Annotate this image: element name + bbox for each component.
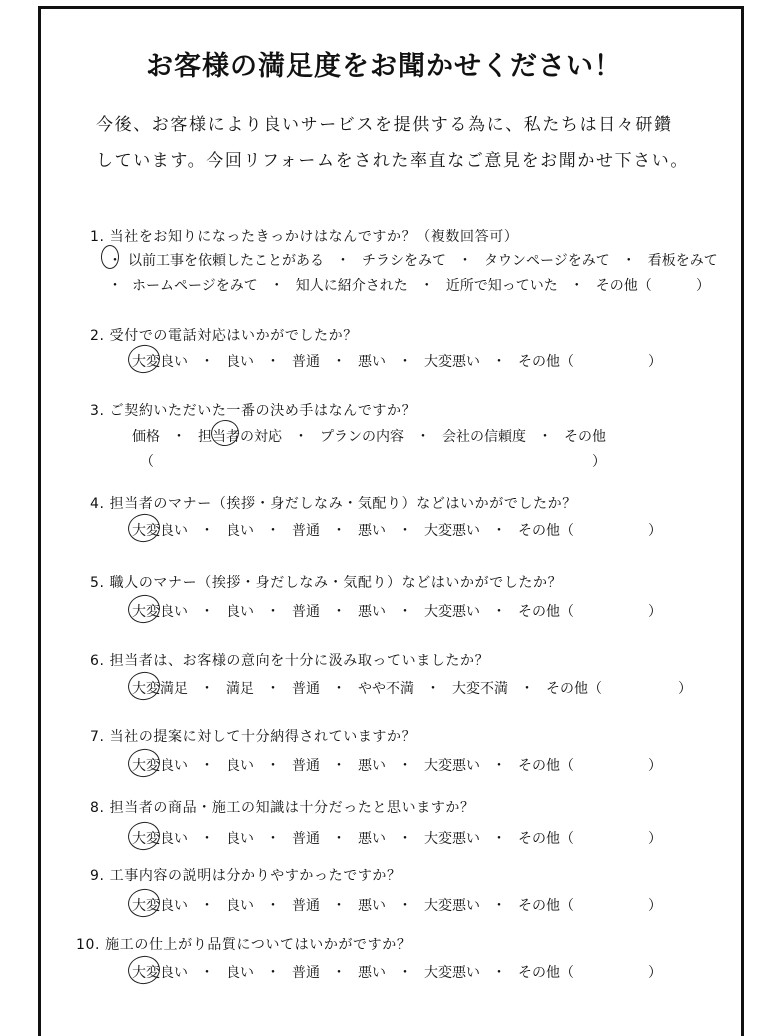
option-very-bad[interactable]: 大変悪い [424,758,480,774]
question-number: 7. [90,729,105,745]
question-text: 担当者の商品・施工の知識は十分だったと思いますか？ [109,800,475,816]
option-very-good[interactable]: 大変良い [132,520,188,540]
option-other[interactable]: その他（ [595,278,652,294]
question-number: 2. [90,328,105,344]
option-normal[interactable]: 普通 [292,898,320,914]
close-paren: ） [648,965,662,981]
option-very-bad[interactable]: 大変悪い [424,831,480,847]
option-good[interactable]: 良い [226,523,254,539]
option-neighborhood[interactable]: 近所で知っていた [445,278,558,294]
open-paren: （ [140,454,154,470]
question-number: 5. [90,575,105,591]
option-very-good[interactable]: 大変良い [132,351,188,371]
question-number: 10. [76,937,101,953]
close-paren: ） [648,523,662,539]
option-homepage[interactable]: ホームページをみて [132,278,258,294]
q4-options: 大変良い ・ 良い ・ 普通 ・ 悪い ・ 大変悪い ・ その他（ [132,520,574,540]
question-number: 1. [90,229,105,245]
option-good[interactable]: 良い [226,758,254,774]
close-paren: ） [648,354,662,370]
q9-options: 大変良い ・ 良い ・ 普通 ・ 悪い ・ 大変悪い ・ その他（ [132,895,574,915]
question-1 [90,226,518,246]
option-flyer[interactable]: チラシをみて [362,253,446,269]
question-8 [90,797,475,817]
option-very-good[interactable]: 大変良い [132,895,188,915]
question-2 [90,325,358,345]
question-text: 工事内容の説明は分かりやすかったですか？ [109,868,402,884]
option-very-bad[interactable]: 大変悪い [424,604,480,620]
question-7 [90,726,416,746]
q1-options-line-2: ・ ホームページをみて ・ 知人に紹介された ・ 近所で知っていた ・ その他（ [108,275,652,295]
survey-title: お客様の満足度をお聞かせください！ [146,51,622,82]
option-other[interactable]: その他（ [518,354,574,370]
close-paren: ） [696,278,710,294]
question-number: 9. [90,868,105,884]
option-somewhat-dissatisfied[interactable]: やや不満 [358,681,414,697]
option-bad[interactable]: 悪い [358,965,386,981]
question-number: 6. [90,653,105,669]
option-good[interactable]: 良い [226,831,254,847]
option-satisfied[interactable]: 満足 [226,681,254,697]
option-normal[interactable]: 普通 [292,523,320,539]
close-paren: ） [648,831,662,847]
option-other[interactable]: その他（ [518,758,574,774]
option-bad[interactable]: 悪い [358,831,386,847]
close-paren: ） [592,454,606,470]
option-very-good[interactable]: 大変良い [132,962,188,982]
question-number: 8. [90,800,105,816]
close-paren: ） [678,681,692,697]
q1-options-line-1: ・ 以前工事を依頼したことがある ・ チラシをみて ・ タウンページをみて ・ 看板をみて [108,250,718,270]
option-other[interactable]: その他（ [518,965,574,981]
intro-line-2: しています。今回リフォームをされた率直なご意見をお聞かせ下さい。 [96,151,689,171]
question-number: 3. [90,403,105,419]
option-other[interactable]: その他（ [546,681,602,697]
option-staff-response[interactable]: 担当者の対応 [198,429,282,445]
option-other[interactable]: その他（ [518,523,574,539]
option-very-dissatisfied[interactable]: 大変不満 [452,681,508,697]
close-paren: ） [648,758,662,774]
option-plan-content[interactable]: プランの内容 [320,429,404,445]
option-normal[interactable]: 普通 [292,758,320,774]
option-good[interactable]: 良い [226,604,254,620]
option-company-trust[interactable]: 会社の信頼度 [442,429,526,445]
question-text: ご契約いただいた一番の決め手はなんですか？ [109,403,417,419]
question-9 [90,865,402,885]
question-5 [90,572,562,592]
option-very-bad[interactable]: 大変悪い [424,898,480,914]
option-normal[interactable]: 普通 [292,604,320,620]
question-text: 職人のマナー（挨拶・身だしなみ・気配り）などはいかがでしたか？ [109,575,563,591]
intro-line-1: 今後、お客様により良いサービスを提供する為に、私たちは日々研鑽 [96,115,673,135]
option-normal[interactable]: 普通 [292,965,320,981]
q8-options: 大変良い ・ 良い ・ 普通 ・ 悪い ・ 大変悪い ・ その他（ [132,828,574,848]
question-6 [90,650,489,670]
option-bad[interactable]: 悪い [358,354,386,370]
q5-options: 大変良い ・ 良い ・ 普通 ・ 悪い ・ 大変悪い ・ その他（ [132,601,574,621]
option-very-bad[interactable]: 大変悪い [424,354,480,370]
option-very-bad[interactable]: 大変悪い [424,523,480,539]
option-circle-mark: ・ [108,250,122,270]
option-good[interactable]: 良い [226,354,254,370]
option-price[interactable]: 価格 [132,429,160,445]
option-referral[interactable]: 知人に紹介された [295,278,408,294]
option-very-bad[interactable]: 大変悪い [424,965,480,981]
option-other[interactable]: その他（ [518,898,574,914]
option-good[interactable]: 良い [226,965,254,981]
option-bad[interactable]: 悪い [358,758,386,774]
question-10 [76,934,411,954]
option-other[interactable]: その他（ [518,831,574,847]
q10-options: 大変良い ・ 良い ・ 普通 ・ 悪い ・ 大変悪い ・ その他（ [132,962,574,982]
option-town-page[interactable]: タウンページをみて [484,253,610,269]
question-text: 担当者のマナー（挨拶・身だしなみ・気配り）などはいかがでしたか？ [109,496,577,512]
option-other[interactable]: その他（ [518,604,574,620]
option-bad[interactable]: 悪い [358,898,386,914]
option-bad[interactable]: 悪い [358,523,386,539]
option-bad[interactable]: 悪い [358,604,386,620]
option-good[interactable]: 良い [226,898,254,914]
q7-options: 大変良い ・ 良い ・ 普通 ・ 悪い ・ 大変悪い ・ その他（ [132,755,574,775]
q6-options: 大変満足 ・ 満足 ・ 普通 ・ やや不満 ・ 大変不満 ・ その他（ [132,678,602,698]
close-paren: ） [648,898,662,914]
option-normal[interactable]: 普通 [292,354,320,370]
option-very-good[interactable]: 大変良い [132,755,188,775]
option-very-satisfied[interactable]: 大変満足 [132,678,188,698]
question-3 [90,400,416,420]
q3-options: 価格 ・ 担当者の対応 ・ プランの内容 ・ 会社の信頼度 ・ その他 [132,426,606,446]
question-number: 4. [90,496,105,512]
option-normal[interactable]: 普通 [292,831,320,847]
option-very-good[interactable]: 大変良い [132,828,188,848]
option-very-good[interactable]: 大変良い [132,601,188,621]
question-text: 担当者は、お客様の意向を十分に汲み取っていましたか？ [109,653,490,669]
question-text: 当社をお知りになったきっかけはなんですか？（複数回答可） [109,229,519,245]
question-text: 受付での電話対応はいかがでしたか？ [109,328,358,344]
option-normal[interactable]: 普通 [292,681,320,697]
option-other[interactable]: その他 [564,429,606,445]
question-4 [90,493,577,513]
question-text: 当社の提案に対して十分納得されていますか？ [109,729,417,745]
option-previous-work[interactable]: 以前工事を依頼したことがある [128,253,324,269]
close-paren: ） [648,604,662,620]
q2-options: 大変良い ・ 良い ・ 普通 ・ 悪い ・ 大変悪い ・ その他（ [132,351,574,371]
option-signboard[interactable]: 看板をみて [647,253,718,269]
question-text: 施工の仕上がり品質についてはいかがですか？ [105,937,412,953]
